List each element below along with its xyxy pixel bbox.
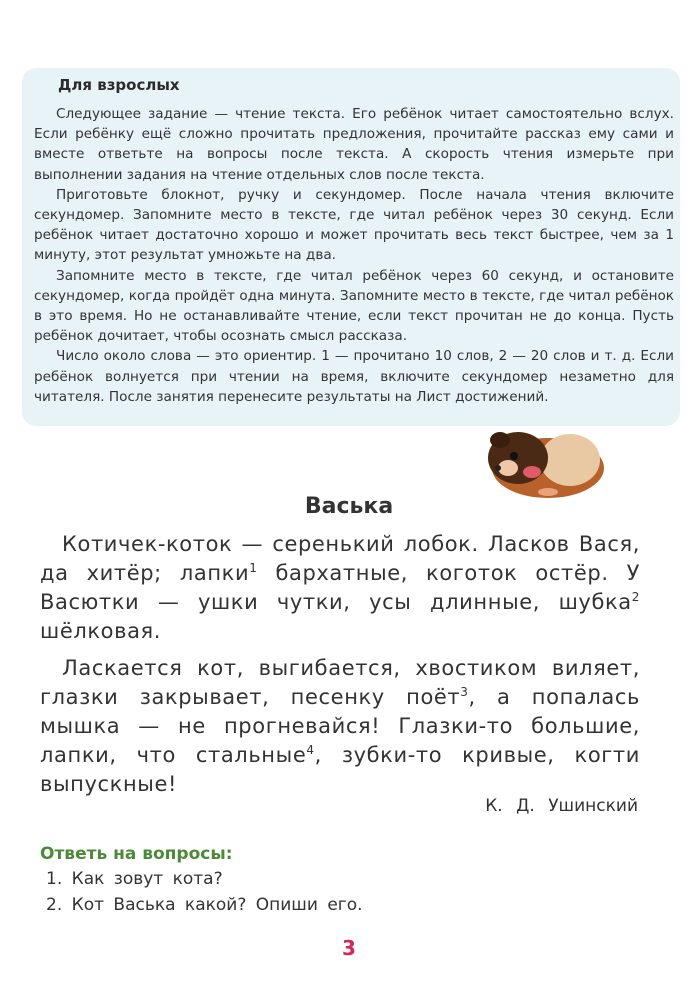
story-text-segment: шёлковая. [40,619,162,643]
story-text-segment: , а попалась мышка — не прогневайся! Глазки-то большие, лапки, что стальные [40,685,640,767]
story-text-segment: Ласкается кот, выгибается, хвостиком виляет, глазки закрывает, песенку поёт [40,656,640,709]
adults-instructions [34,104,674,407]
footnote-mark: 4 [306,743,315,757]
question-item: 2. Кот Васька какой? Опиши его. [46,895,363,915]
story-paragraph-2 [40,654,640,799]
story-author: К. Д. Ушинский [485,796,638,816]
footnote-mark: 3 [460,685,469,699]
story-text-segment: , зубки-то кривые, когти выпускные! [40,743,640,796]
footnote-mark: 2 [631,590,640,604]
adults-paragraph: Запомните место в тексте, где читал ребёнок через 60 секунд, и остановите секундомер, когда пройдёт одна минута. Запомните место в тексте, где читал ребёнок в это время. Но не останавливайте чтение, если текст прочитан не до конца. Пусть ребёнок дочитает, чтобы осознать смысл рассказа. [34,267,674,345]
adults-paragraph: Приготовьте блокнот, ручку и секундомер. После начала чтения включите секундомер. Запомните место в тексте, где читал ребёнок через 30 секунд. Если ребёнок читает достаточно хорошо и может прочитать весь текст быстрее, чем за 1 минуту, этот результат умножьте на два. [34,186,674,264]
story-paragraph-1 [40,530,640,646]
adults-heading: Для взрослых [58,76,180,94]
adults-paragraph: Следующее задание — чтение текста. Его ребёнок читает самостоятельно вслух. Если ребёнку ещё сложно прочитать предложения, прочитайте рассказ ему сами и вместе ответьте на вопросы после текста. А скорость чтения измерьте при выполнении задания на чтение отдельных слов после текста. [34,106,674,183]
story-text-segment: бархатные, коготок остёр. У Васютки — ушки чутки, усы длинные, шубка [40,561,640,614]
page-number: 3 [342,936,356,960]
story-text [40,530,640,807]
questions-heading: Ответь на вопросы: [40,844,233,864]
question-item: 1. Как зовут кота? [46,869,223,889]
story-text-segment: Котичек-коток — серенький лобок. Ласков Вася, да хитёр; лапки [40,532,640,585]
story-title: Васька [304,494,394,519]
adults-paragraph: Число около слова — это ориентир. 1 — прочитано 10 слов, 2 — 20 слов и т. д. Если ребёнок волнуется при чтении на время, включите секундомер незаметно для читателя. После занятия перенесите результаты на Лист достижений. [34,348,674,405]
questions-list [46,866,646,918]
hamster-illustration [478,418,606,498]
footnote-mark: 1 [249,561,258,575]
